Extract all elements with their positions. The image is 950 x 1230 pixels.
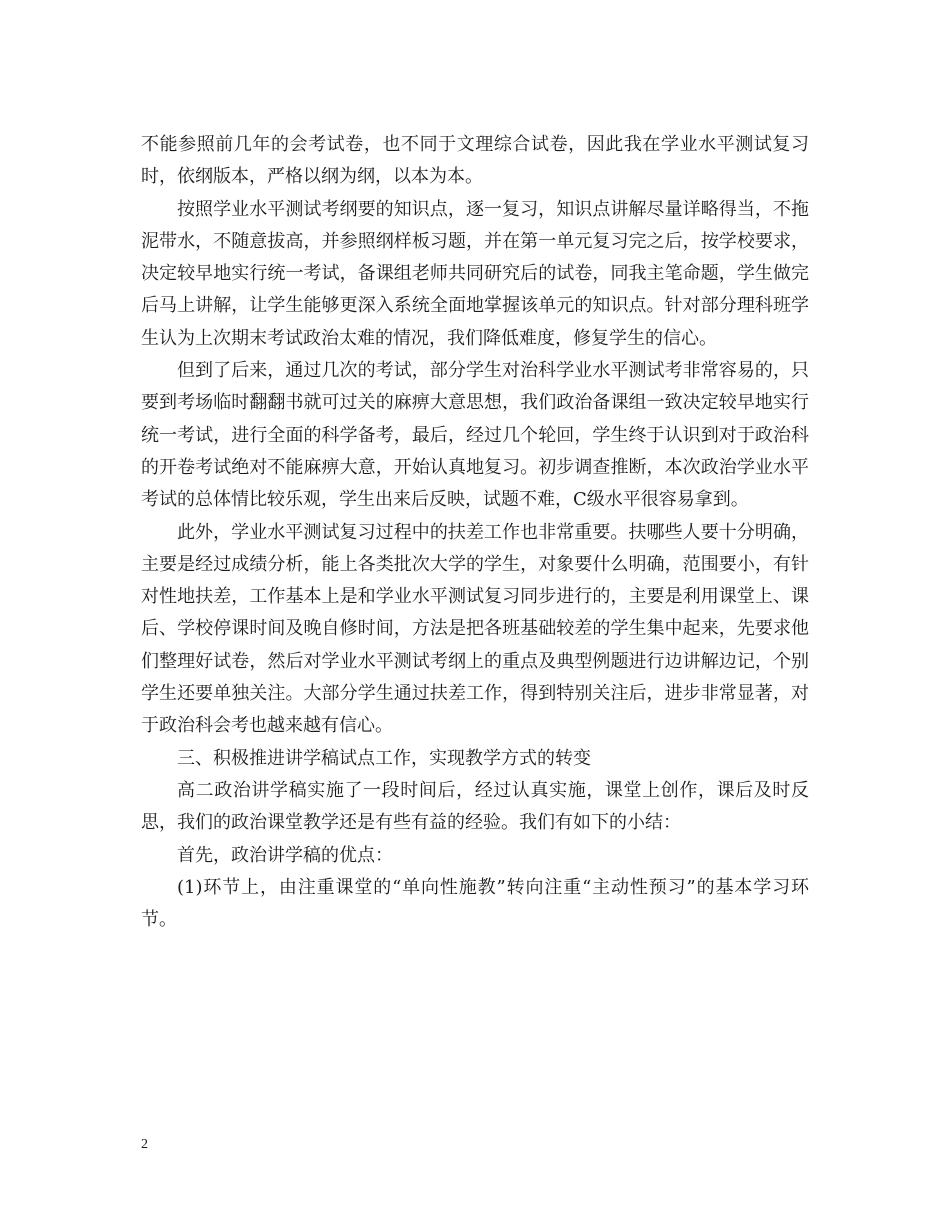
paragraph: 但到了后来，通过几次的考试，部分学生对治科学业水平测试考非常容易的，只要到考场临时翻翻书就可过关的麻痹大意思想，我们政治备课组一致决定较早地实行统一考试，进行全面的科学备考，最后，经过几个轮回，学生终于认识到对于政治科的开卷考试绝对不能麻痹大意，开始认真地复习。初步调查推断，本次政治学业水平考试的总体情比较乐观，学生出来后反映，试题不难，C级水平很容易拿到。 xyxy=(141,360,809,511)
paragraph: 此外，学业水平测试复习过程中的扶差工作也非常重要。扶哪些人要十分明确，主要是经过成绩分析，能上各类批次大学的学生，对象要什么明确，范围要小，有针对性地扶差，工作基本上是和学业水平测试复习同步进行的，主要是利用课堂上、课后、学校停课时间及晚自修时间，方法是把各班基础较差的学生集中起来，先要求他们整理好试卷，然后对学业水平测试考纲上的重点及典型例题进行边讲解边记，个别学生还要单独关注。大部分学生通过扶差工作，得到特别关注后，进步非常显著，对于政治科会考也越来越有信心。 xyxy=(141,521,809,737)
section-heading: 三、积极推进讲学稿试点工作，实现教学方式的转变 xyxy=(177,747,591,769)
paragraph: 首先，政治讲学稿的优点： xyxy=(177,844,393,866)
document-body xyxy=(141,129,809,936)
paragraph-continuation: 不能参照前几年的会考试卷，也不同于文理综合试卷，因此我在学业水平测试复习时，依纲版本，严格以纲为纲，以本为本。 xyxy=(141,134,809,188)
list-item: (1)环节上，由注重课堂的“单向性施教”转向注重“主动性预习”的基本学习环节。 xyxy=(141,876,809,931)
paragraph: 按照学业水平测试考纲要的知识点，逐一复习，知识点讲解尽量详略得当，不拖泥带水，不随意拔高，并参照纲样板习题，并在第一单元复习完之后，按学校要求，决定较早地实行统一考试，备课组老师共同研究后的试卷，同我主笔命题，学生做完后马上讲解，让学生能够更深入系统全面地掌握该单元的知识点。针对部分理科班学生认为上次期末考试政治太难的情况，我们降低难度，修复学生的信心。 xyxy=(141,198,809,349)
page-number: 2 xyxy=(141,1137,148,1152)
paragraph: 高二政治讲学稿实施了一段时间后，经过认真实施，课堂上创作，课后及时反思，我们的政治课堂教学还是有些有益的经验。我们有如下的小结： xyxy=(141,779,809,834)
